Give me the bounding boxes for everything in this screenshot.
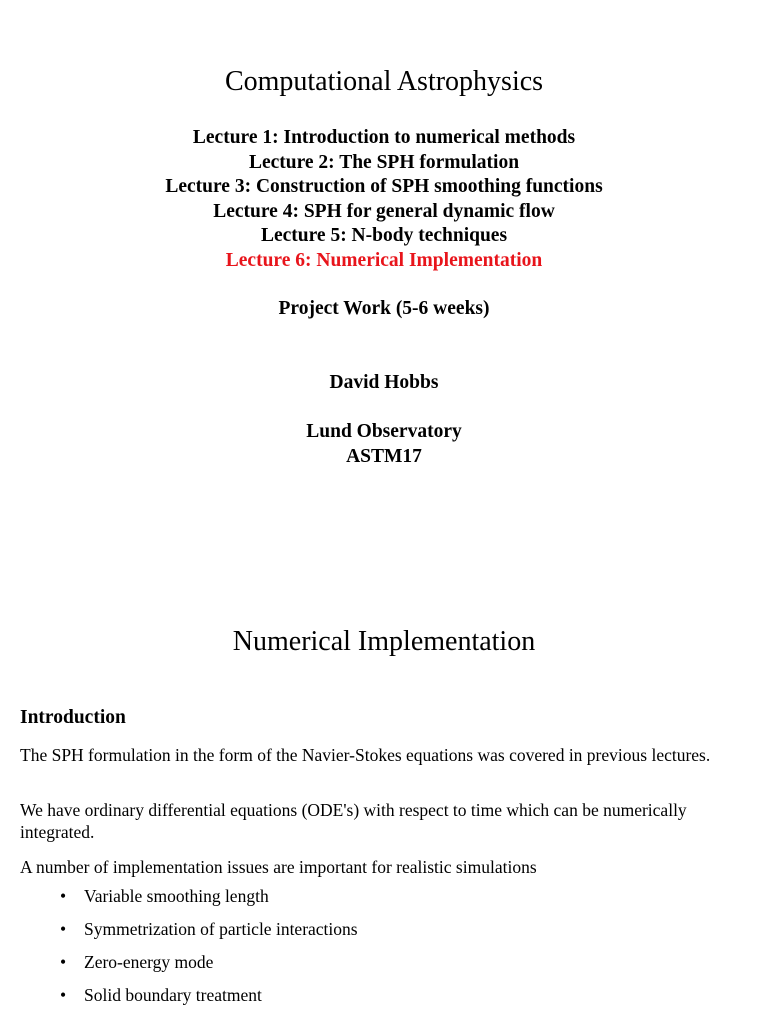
slide-1-title: Computational Astrophysics (224, 66, 544, 97)
lecture-list (0, 126, 768, 274)
bullet-text: Variable smoothing length (84, 886, 269, 906)
bullet-icon: • (60, 985, 67, 1005)
section-heading: Introduction (20, 707, 126, 728)
bullet-text: Solid boundary treatment (84, 985, 262, 1005)
lecture-item-current: Lecture 6: Numerical Implementation (225, 249, 543, 271)
course-code: ASTM17 (346, 446, 422, 467)
project-work-label: Project Work (5-6 weeks) (278, 298, 490, 319)
bullet-icon: • (60, 952, 67, 972)
bullet-item (60, 952, 358, 985)
bullet-item (60, 886, 358, 919)
lecture-item: Lecture 3: Construction of SPH smoothing functions (165, 176, 603, 198)
author-name: David Hobbs (329, 372, 439, 393)
lecture-item: Lecture 4: SPH for general dynamic flow (213, 200, 555, 222)
lecture-item: Lecture 5: N-body techniques (260, 225, 508, 247)
bullet-text: Zero-energy mode (84, 952, 214, 972)
bullet-item (60, 919, 358, 952)
slide-1 (0, 0, 768, 500)
lecture-item: Lecture 2: The SPH formulation (248, 151, 520, 173)
slide-2-title: Numerical Implementation (232, 626, 536, 657)
bullet-text: Symmetrization of particle interactions (84, 919, 358, 939)
lecture-item: Lecture 1: Introduction to numerical methods (192, 127, 576, 148)
bullet-icon: • (60, 919, 67, 939)
bullet-icon: • (60, 886, 67, 906)
bullet-item (60, 985, 358, 1018)
bullet-list (60, 886, 358, 1018)
institution-name: Lund Observatory (306, 421, 462, 442)
paragraph: A number of implementation issues are important for realistic simulations (20, 857, 537, 877)
paragraph: We have ordinary differential equations (ODE's) with respect to time which can be numerically integrated. (20, 800, 687, 842)
paragraph: The SPH formulation in the form of the Navier-Stokes equations was covered in previous lectures. (20, 745, 711, 765)
